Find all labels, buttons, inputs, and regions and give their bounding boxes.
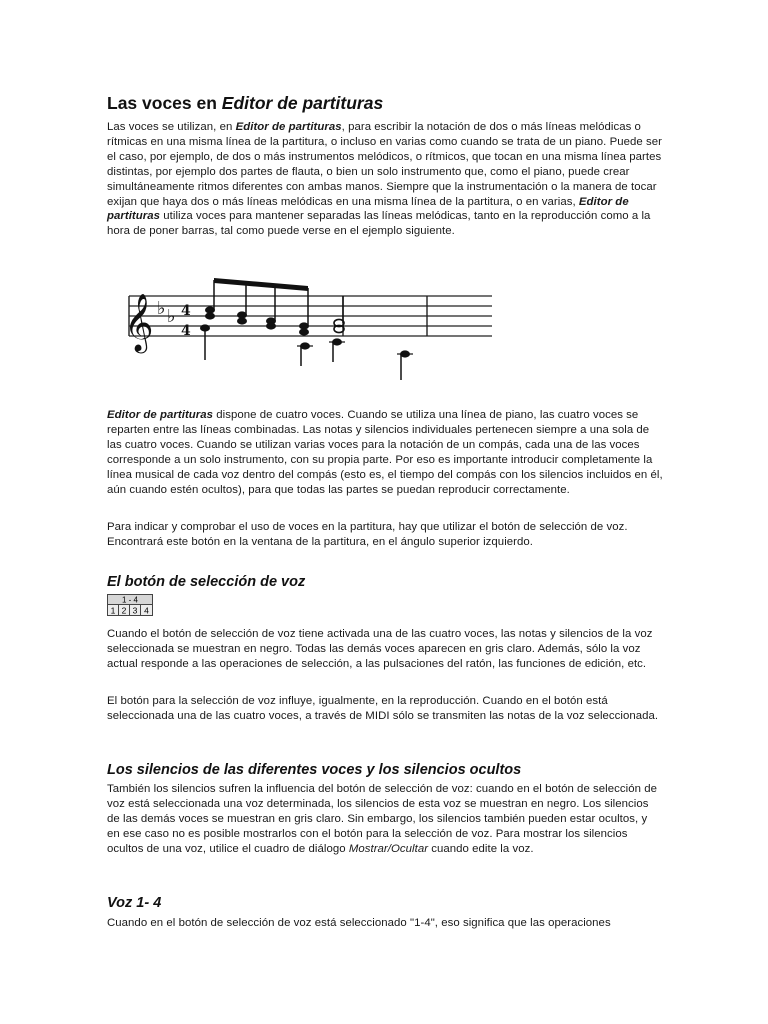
- voice-button-range-label: 1 - 4: [121, 595, 139, 605]
- indicate-paragraph: Para indicar y comprobar el uso de voces en la partitura, hay que utilizar el botón de selección de voz. Encontrará este botón en la ventana de la partitura, en el ángulo superior izquierdo.: [107, 521, 628, 548]
- voice-cell-3[interactable]: 3: [132, 605, 138, 616]
- silences-text-2: cuando edite la voz.: [428, 842, 534, 855]
- voice-button-graphic: [107, 594, 153, 616]
- button-playback-paragraph: El botón para la selección de voz influye, igualmente, en la reproducción. Cuando en el botón está seleccionada una de las cuatro voces, a través de MIDI sólo se transmiten las notas de la voz seleccionada.: [107, 695, 659, 722]
- svg-text:♭: ♭: [167, 306, 176, 327]
- button-active-paragraph: Cuando el botón de selección de voz tiene activada una de las cuatro voces, las notas y silencios de la voz seleccionada se muestran en negro. Todas las demás voces aparecen en gris claro. Además, sólo la voz actual responde a las operaciones de selección, a las pulsaciones del ratón, las funciones de edición, etc.: [107, 628, 653, 670]
- section-heading-button: El botón de selección de voz: [107, 574, 306, 590]
- four-voices-paragraph: [107, 408, 663, 497]
- voice-selection-button[interactable]: [107, 594, 153, 621]
- intro-bold-2: Editor de partituras: [107, 195, 629, 223]
- intro-text-1: Las voces se utilizan, en: [107, 121, 236, 133]
- intro-text-3: utiliza voces para mantener separadas las líneas melódicas, tanto en la reproducción como a la hora de poner barras, tal como puede verse en el ejemplo siguiente.: [107, 210, 651, 238]
- silences-text-1: También los silencios sufren la influencia del botón de selección de voz: cuando en el botón de selección de voz está seleccionada una voz determinada, los silencios de esta voz se muestran en negro. Los silencios de las demás voces se muestran en gris claro. Sin embargo, los silencios también pueden estar ocultos, y en ese caso no es posible mostrarlos con el botón para la selección de voz. Para mostrar los silencios ocultos de una voz, utilice el cuadro de diálogo: [107, 783, 657, 855]
- svg-text:♭: ♭: [157, 298, 166, 319]
- intro-text-2: , para escribir la notación de dos o más líneas melódicas o rítmicas en una misma línea de la partitura, o incluso en varias como cuando se trata de un piano. Puede ser el caso, por ejemplo, de dos o más instrumentos melódicos, o rítmicos, que tocan en una misma línea partes distintas, por ejemplo dos partes de flauta, o bien un solo instrumento que, como el piano, puede crear simultáneamente ritmos diferentes con ambas manos. Siempre que la instrumentación o la manera de tocar exijan que haya dos o más líneas melódicas en una misma línea de la partitura, o en varias,: [107, 121, 662, 208]
- intro-bold-1: Editor de partituras: [235, 121, 342, 133]
- title-italic: Editor de partituras: [221, 93, 384, 113]
- svg-text:4: 4: [181, 323, 191, 339]
- voz-paragraph: Cuando en el botón de selección de voz está seleccionado "1-4", eso significa que las operaciones: [107, 917, 611, 929]
- intro-paragraph: [107, 120, 663, 239]
- voice-cell-2[interactable]: 2: [121, 605, 127, 616]
- voice-cell-1[interactable]: 1: [110, 605, 116, 616]
- page-title: [107, 92, 663, 114]
- four-voices-bold: Editor de partituras: [107, 409, 214, 421]
- voice-cell-4[interactable]: 4: [144, 605, 149, 616]
- four-voices-text: dispone de cuatro voces. Cuando se utiliza una línea de piano, las cuatro voces se reparten entre las líneas combinadas. Las notas y silencios individuales pertenecen siempre a una sola de las cuatro voces. Cuando se utilizan varias voces para la notación de un compás, cada una de las voces corresponde a un solo instrumento, con su propia parte. Por eso es importante introducir completamente la línea musical de cada voz dentro del compás (esto es, el tiempo del compás con los silencios incluidos en él, aún cuando estén ocultos), para que todas las partes se puedan reproducir correctamente.: [107, 409, 663, 496]
- silences-paragraph: [107, 782, 663, 857]
- svg-text:4: 4: [181, 303, 191, 319]
- title-plain: Las voces en: [107, 93, 222, 113]
- score-example-image: [107, 266, 509, 396]
- svg-text:𝄞: 𝄞: [124, 293, 154, 351]
- section-heading-silences: Los silencios de las diferentes voces y los silencios ocultos: [107, 762, 522, 778]
- section-heading-voz: Voz 1- 4: [107, 895, 162, 911]
- silences-dialog-name: Mostrar/Ocultar: [348, 842, 429, 855]
